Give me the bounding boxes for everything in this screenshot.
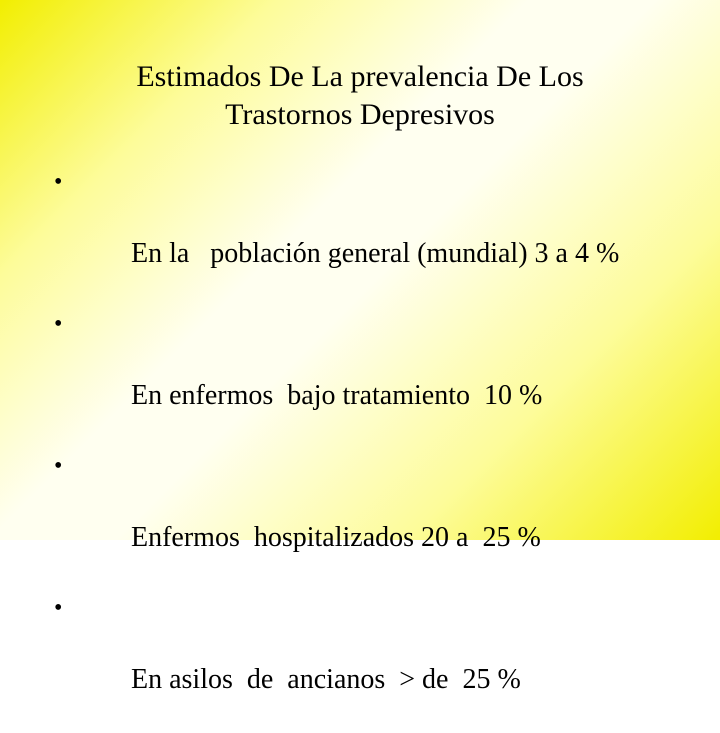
- bullet-text-patients-in-treatment: En enfermos bajo tratamiento 10 %: [131, 380, 543, 411]
- slide-title-line-1: Estimados De La prevalencia De Los: [136, 60, 584, 93]
- bullet-item: [54, 591, 619, 733]
- bullet-text-general-population: En la población general (mundial) 3 a 4 %: [131, 238, 620, 269]
- bullet-icon: •: [54, 311, 63, 337]
- bullet-item: [54, 449, 619, 591]
- slide-title-line-2: Trastornos Depresivos: [225, 98, 495, 131]
- bullet-icon: •: [54, 453, 63, 479]
- bullet-icon: •: [54, 595, 63, 621]
- bullet-list: [54, 165, 619, 733]
- bullet-icon: •: [54, 169, 63, 195]
- bullet-text-nursing-homes: En asilos de ancianos > de 25 %: [131, 664, 521, 695]
- bullet-text-hospitalized: Enfermos hospitalizados 20 a 25 %: [131, 522, 541, 553]
- bullet-item: [54, 165, 619, 307]
- slide-title: [40, 58, 680, 134]
- bullet-item: [54, 307, 619, 449]
